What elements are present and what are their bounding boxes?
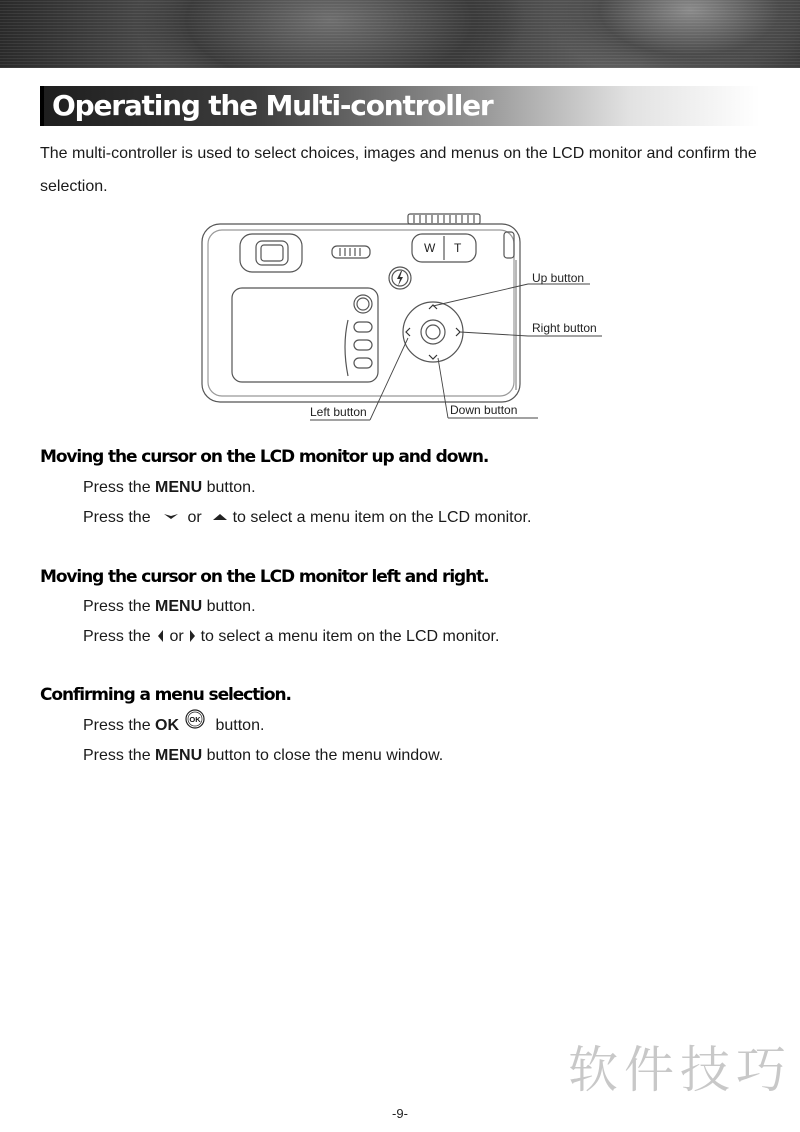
section-heading-confirm: Confirming a menu selection. <box>40 685 291 705</box>
down-arrow-icon <box>163 512 179 522</box>
step-press-menu: Press the MENU button. <box>83 598 256 615</box>
right-button-label: Right button <box>532 321 597 335</box>
lcd-screen <box>232 288 378 382</box>
page-title: Operating the Multi-controller <box>52 89 493 122</box>
ok-icon-label: OK <box>189 714 201 724</box>
menu-button-name: MENU <box>155 598 203 615</box>
mode-switch <box>332 246 370 258</box>
up-button-label: Up button <box>532 271 585 285</box>
section-heading-up-down: Moving the cursor on the LCD monitor up and down. <box>40 447 489 467</box>
ok-button-icon <box>185 709 205 729</box>
step-press-ok: Press the OK OK button. <box>83 715 264 737</box>
watermark: 软件技巧 <box>568 1041 792 1099</box>
zoom-wide-label: W <box>424 241 436 255</box>
left-button-label: Left button <box>310 405 367 419</box>
up-arrow-icon <box>212 512 228 522</box>
section-heading-left-right: Moving the cursor on the LCD monitor left and right. <box>40 567 489 587</box>
header-banner-image <box>0 0 800 68</box>
menu-button-name: MENU <box>155 747 203 764</box>
flash-icon <box>397 271 403 286</box>
step-close-menu: Press the MENU button to close the menu window. <box>83 747 444 764</box>
zoom-tele-label: T <box>454 241 462 255</box>
step-press-up-down: Press the or to select a menu item on the LCD monitor. <box>83 509 532 526</box>
viewfinder <box>240 234 302 272</box>
step-press-left-right: Press the or to select a menu item on the LCD monitor. <box>83 628 500 645</box>
left-arrow-icon <box>157 629 165 643</box>
camera-back-diagram <box>198 208 610 428</box>
title-accent <box>40 86 44 126</box>
menu-button-name: MENU <box>155 479 203 496</box>
title-bar <box>40 86 760 126</box>
step-press-menu: Press the MENU button. <box>83 479 256 496</box>
intro-paragraph: The multi-controller is used to select choices, images and menus on the LCD monitor and confirm the selection. <box>40 145 757 195</box>
right-arrow-icon <box>188 629 196 643</box>
multi-controller <box>403 302 463 362</box>
down-button-label: Down button <box>450 403 518 417</box>
ok-button-name: OK <box>155 717 180 734</box>
page-number: -9- <box>392 1106 408 1121</box>
